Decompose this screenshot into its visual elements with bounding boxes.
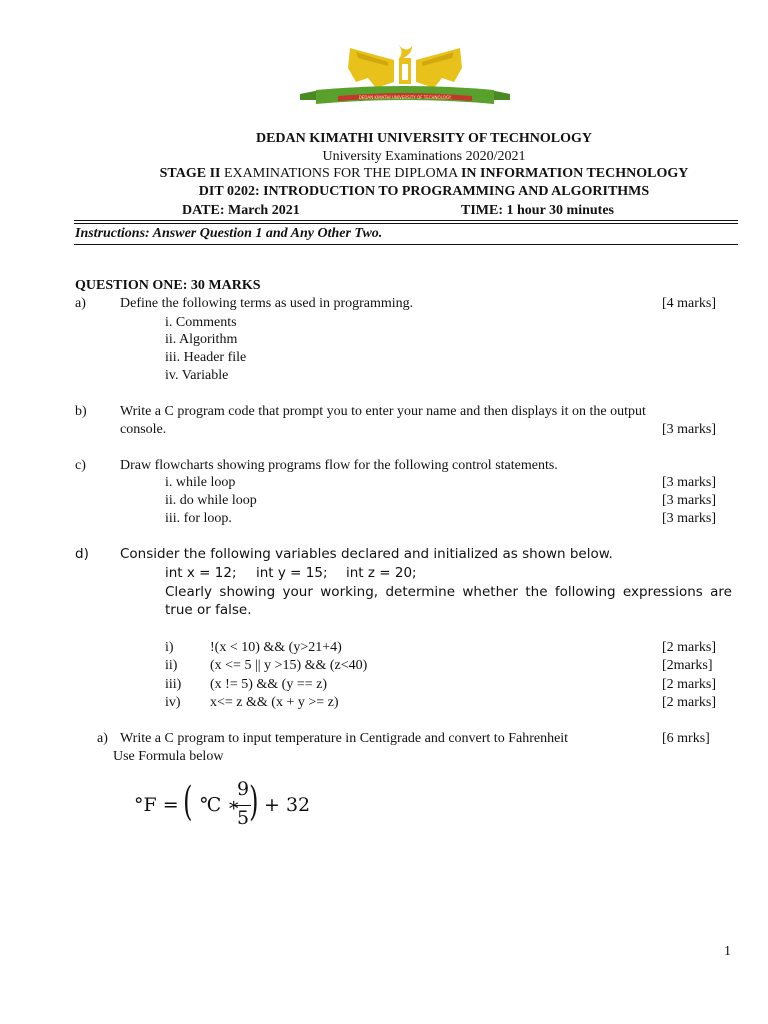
qd-item-expr: (x <= 5 || y >15) && (z<40) [210,658,368,673]
qd-instruction-line2: true or false. [165,602,252,618]
qe-label: a) [97,731,108,746]
university-logo [298,38,512,118]
formula-lhs: °F = [134,794,179,816]
qd-item-marks: [2 marks] [662,677,717,692]
stage-normal: EXAMINATIONS FOR THE DIPLOMA [220,166,461,181]
header-divider-top [74,220,738,221]
qa-item: i. Comments [165,315,237,330]
formula-denominator: 5 [237,807,250,829]
qb-label: b) [75,404,87,419]
qd-var: int y = 15; [256,565,328,581]
formula-numerator: 9 [237,778,250,800]
qc-item: ii. do while loop [165,493,257,508]
qa-label: a) [75,296,86,311]
qe-text: Write a C program to input temperature in Centigrade and convert to Fahrenheit [120,731,569,746]
exam-session: University Examinations 2020/2021 [322,149,526,164]
qd-text: Consider the following variables declared and initialized as shown below. [120,546,613,562]
header-divider-bottom [74,223,738,224]
qa-text: Define the following terms as used in programming. [120,296,414,311]
qe-marks: [6 mrks] [662,731,710,746]
logo-emblem-icon [298,38,512,118]
instructions: Instructions: Answer Question 1 and Any Other Two. [75,226,383,241]
qc-text: Draw flowcharts showing programs flow for the following control statements. [120,458,558,473]
qd-instruction-line1: Clearly showing your working, determine whether the following expressions are [165,584,732,600]
qd-var: int x = 12; [165,565,237,581]
formula-rhs: + 32 [264,794,311,816]
qd-item-expr: !(x < 10) && (y>21+4) [210,640,342,655]
qb-text-line1: Write a C program code that prompt you to enter your name and then displays it on the output [120,404,646,419]
qc-item-marks: [3 marks] [662,475,717,490]
qd-item-num: ii) [165,658,178,673]
course-title: DIT 0202: INTRODUCTION TO PROGRAMMING AND ALGORITHMS [198,184,650,199]
qa-item: iv. Variable [165,368,229,383]
qd-item-marks: [2 marks] [662,695,717,710]
qd-item-num: iv) [165,695,181,710]
qd-item-num: iii) [165,677,182,692]
qc-item: iii. for loop. [165,511,232,526]
qd-item-marks: [2 marks] [662,640,717,655]
question-one-title: QUESTION ONE: 30 MARKS [75,278,261,293]
logo-ribbon-text: DEDAN KIMATHI UNIVERSITY OF TECHNOLOGY [358,95,452,100]
qc-item-marks: [3 marks] [662,493,717,508]
qd-item-marks: [2marks] [662,658,713,673]
qb-text-line2: console. [120,422,167,437]
qd-item-expr: x<= z && (x + y >= z) [210,695,339,710]
university-name: DEDAN KIMATHI UNIVERSITY OF TECHNOLOGY [255,131,593,146]
qd-label: d) [75,546,89,562]
qa-item: ii. Algorithm [165,332,238,347]
stage-line [40,165,768,183]
qc-label: c) [75,458,86,473]
qb-marks: [3 marks] [662,422,717,437]
qa-item: iii. Header file [165,350,247,365]
formula-open-paren: ( [183,779,193,825]
qc-item-marks: [3 marks] [662,511,717,526]
qd-var: int z = 20; [346,565,417,581]
exam-time: TIME: 1 hour 30 minutes [461,203,614,218]
formula-close-paren: ) [249,779,259,825]
page-number: 1 [724,944,731,959]
qd-item-num: i) [165,640,174,655]
stage-bold: STAGE II [159,166,221,181]
qc-item: i. while loop [165,475,236,490]
stage-programme: IN INFORMATION TECHNOLOGY [460,166,689,181]
qd-item-expr: (x != 5) && (y == z) [210,677,327,692]
qe-formula-intro: Use Formula below [113,749,224,764]
qa-marks: [4 marks] [662,296,717,311]
instructions-divider [74,244,738,245]
exam-date: DATE: March 2021 [182,203,300,218]
formula-celsius: ℃ ∗ [200,794,241,816]
